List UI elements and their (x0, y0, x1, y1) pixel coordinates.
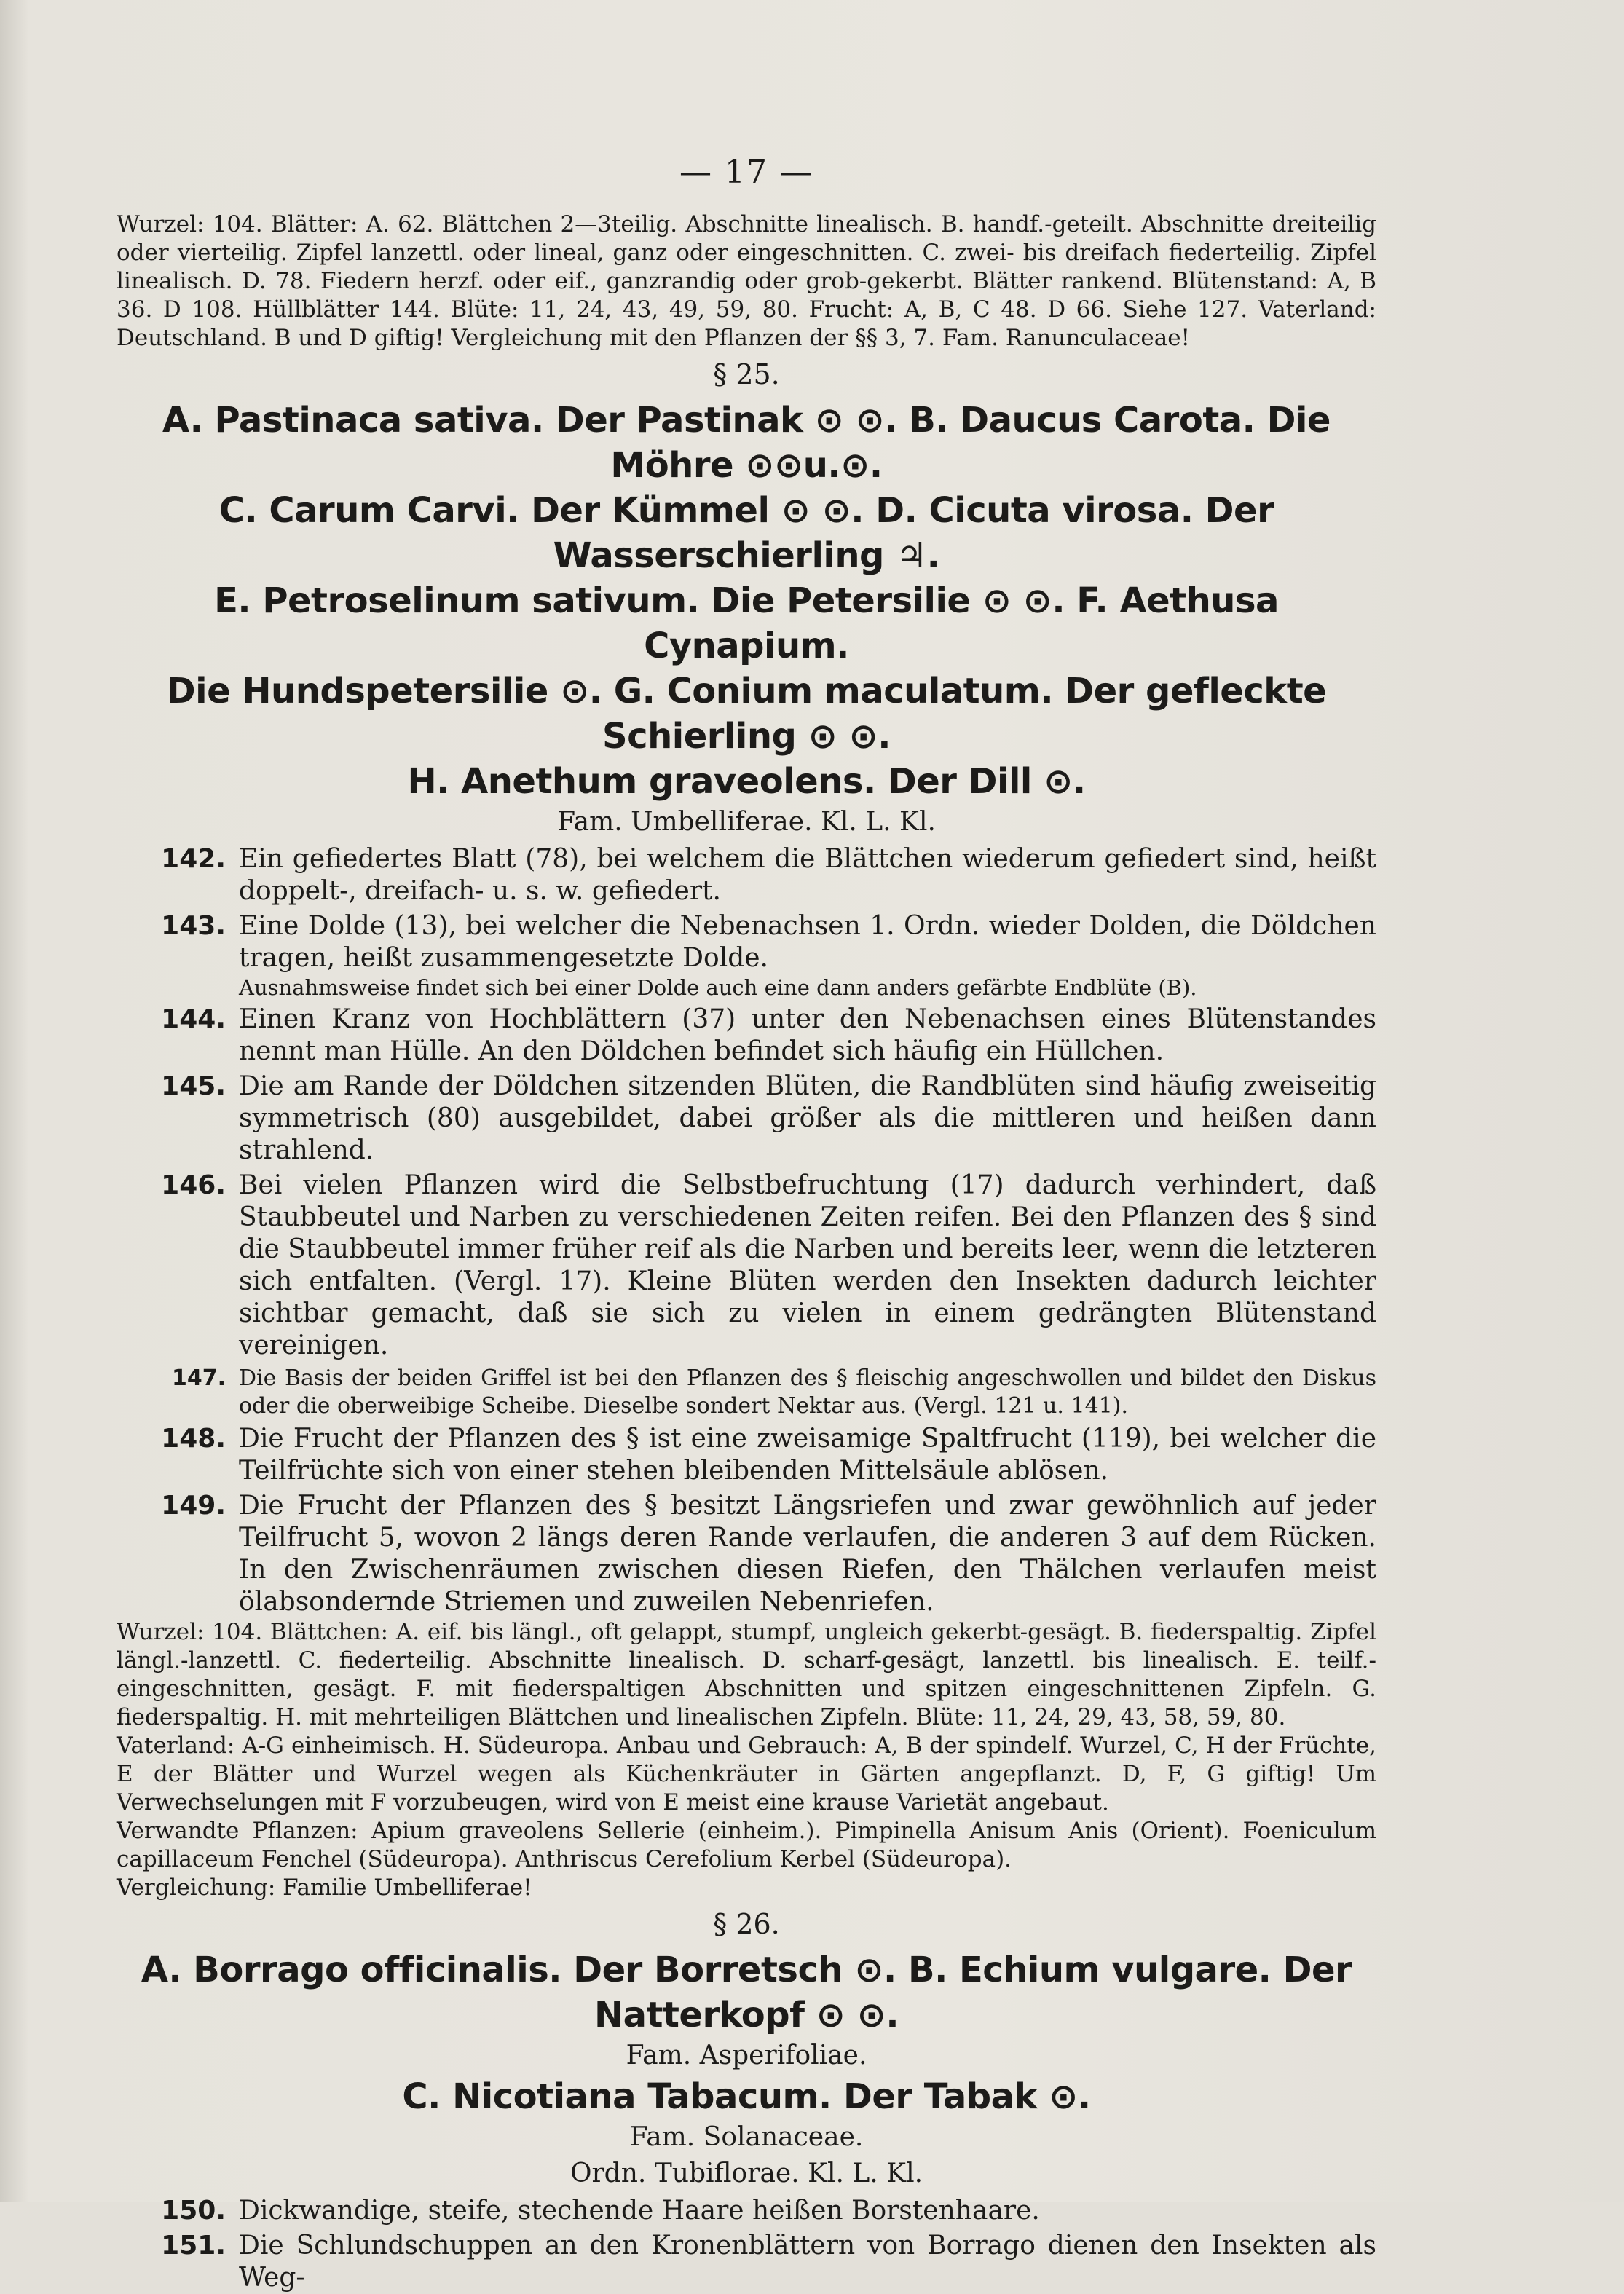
paragraph-143 (117, 910, 1376, 974)
origin-and-use: Vaterland: A-G einheimisch. H. Südeuropa. Anbau und Gebrauch: A, B der spindelf. Wurzel, C, H der Früchte, E der Blätter und Wurzel wegen als Küchenkräuter in Gärten angepflanzt. D, F, G giftig! Um Verwechselungen mit F vorzubeugen, wird von E meist eine krause Varietät angebaut. (117, 1733, 1376, 1816)
species-line-5: H. Anethum graveolens. Der Dill ⊙. (407, 761, 1086, 802)
section-heading-25: § 25. (713, 358, 780, 390)
species-line-nicotiana: C. Nicotiana Tabacum. Der Tabak ⊙. (402, 2076, 1091, 2117)
paragraph-number: 149. (161, 1491, 226, 1521)
paragraph-number: 145. (161, 1071, 226, 1101)
paragraph-number: 144. (161, 1004, 226, 1034)
order-line: Ordn. Tubiflorae. Kl. L. Kl. (569, 2159, 923, 2188)
page-number: — 17 — (679, 154, 813, 191)
paragraph-text: Bei vielen Pflanzen wird die Selbstbefruchtung (17) dadurch verhindert, daß Staubbeutel und Narben zu verschiedenen Zeiten reifen. Bei den Pflanzen des § sind die Staubbeutel immer früher reif als die Narben und bereits leer, wenn die letzteren sich entfalten. (Vergl. 17). Kleine Blüten werden den Insekten dadurch leichter sichtbar gemacht, daß sie sich zu vielen in einem gedrängten Blütenstand vereinigen. (239, 1170, 1376, 1360)
family-asperifoliae: Fam. Asperifoliae. (626, 2041, 867, 2070)
species-line-2: C. Carum Carvi. Der Kümmel ⊙ ⊙. D. Cicuta virosa. Der Wasserschierling ♃. (218, 490, 1274, 576)
paragraph-145 (117, 1071, 1376, 1167)
paragraph-142 (117, 843, 1376, 907)
paragraph-147 (117, 1365, 1376, 1420)
comparison-note: Vergleichung: Familie Umbelliferae! (117, 1875, 532, 1901)
paragraph-number: 142. (161, 844, 226, 874)
paragraph-144 (117, 1004, 1376, 1068)
paragraph-number: 143. (161, 911, 226, 941)
paragraph-text: Die Schlundschuppen an den Kronenblättern von Borrago dienen den Insekten als Weg- (239, 2231, 1376, 2293)
section-25-title (117, 398, 1376, 804)
paragraph-text: Einen Kranz von Hochblättern (37) unter den Nebenachsen eines Blütenstandes nennt man Hülle. An den Döldchen befindet sich häufig ein Hüllchen. (239, 1004, 1376, 1066)
species-line-4: Die Hundspetersilie ⊙. G. Conium maculatum. Der gefleckte Schierling ⊙ ⊙. (166, 671, 1327, 757)
related-plants: Verwandte Pflanzen: Apium graveolens Sellerie (einheim.). Pimpinella Anisum Anis (Orient). Foeniculum capillaceum Fenchel (Südeuropa). Anthriscus Cerefolium Kerbel (Südeuropa). (117, 1818, 1376, 1872)
paragraph-number: 150. (161, 2196, 226, 2226)
plant-details-paragraph: Wurzel: 104. Blätter: A. 62. Blättchen 2—3teilig. Abschnitte linealisch. B. handf.-geteilt. Abschnitte dreiteilig oder vierteilig. Zipfel lanzettl. oder lineal, ganz oder eingeschnitten. C. zwei- bis dreifach fiederteilig. Zipfel linealisch. D. 78. Fiedern herzf. oder eif., ganzrandig oder grob-gekerbt. Blätter rankend. Blütenstand: A, B 36. D 108. Hüllblätter 144. Blüte: 11, 24, 43, 49, 59, 80. Frucht: A, B, C 48. D 66. Siehe 127. Vaterland: Deutschland. B und D giftig! Vergleichung mit den Pflanzen der §§ 3, 7. Fam. Ranunculaceae! (117, 211, 1376, 351)
page-content (117, 154, 1376, 2294)
paragraph-148 (117, 1423, 1376, 1487)
paragraph-text: Eine Dolde (13), bei welcher die Nebenachsen 1. Ordn. wieder Dolden, die Döldchen tragen, heißt zusammengesetzte Dolde. (239, 911, 1376, 973)
family-solanaceae: Fam. Solanaceae. (629, 2122, 864, 2152)
species-line-1: A. Pastinaca sativa. Der Pastinak ⊙ ⊙. B. Daucus Carota. Die Möhre ⊙⊙u.⊙. (162, 400, 1331, 486)
family-line: Fam. Umbelliferae. Kl. L. Kl. (557, 807, 936, 837)
paragraph-number: 146. (161, 1170, 226, 1200)
paragraph-150 (117, 2195, 1376, 2227)
paragraph-text: Dickwandige, steife, stechende Haare heißen Borstenhaare. (239, 2196, 1040, 2226)
paragraph-number: 147. (171, 1365, 226, 1391)
species-line-borrago: A. Borrago officinalis. Der Borretsch ⊙. B. Echium vulgare. Der Natterkopf ⊙ ⊙. (141, 1950, 1352, 2035)
paragraph-text: Die am Rande der Döldchen sitzenden Blüten, die Randblüten sind häufig zweiseitig symmetrisch (80) ausgebildet, dabei größer als die mittleren und heißen dann strahlend. (239, 1071, 1376, 1165)
paragraph-text: Die Frucht der Pflanzen des § ist eine zweisamige Spaltfrucht (119), bei welcher die Teilfrüchte sich von einer stehen bleibenden Mittelsäule ablösen. (239, 1424, 1376, 1486)
paragraph-text: Die Basis der beiden Griffel ist bei den Pflanzen des § fleischig angeschwollen und bildet den Diskus oder die oberweibige Scheibe. Dieselbe sondert Nektar aus. (Vergl. 121 u. 141). (239, 1365, 1376, 1419)
paragraph-text: Ein gefiedertes Blatt (78), bei welchem die Blättchen wiederum gefiedert sind, heißt doppelt-, dreifach- u. s. w. gefiedert. (239, 844, 1376, 906)
paragraph-note: Ausnahmsweise findet sich bei einer Dolde auch eine dann anders gefärbte Endblüte (B). (239, 975, 1197, 1000)
section-heading-26: § 26. (713, 1908, 780, 1940)
paragraph-text: Die Frucht der Pflanzen des § besitzt Längsriefen und zwar gewöhnlich auf jeder Teilfrucht 5, wovon 2 längs deren Rande verlaufen, die anderen 3 auf dem Rücken. In den Zwischenräumen zwischen diesen Riefen, den Thälchen verlaufen meist ölabsondernde Striemen und zuweilen Nebenriefen. (239, 1491, 1376, 1617)
paragraph-149 (117, 1490, 1376, 1618)
paragraph-151 (117, 2230, 1376, 2294)
leaf-details: Wurzel: 104. Blättchen: A. eif. bis längl., oft gelappt, stumpf, ungleich gekerbt-gesägt. B. fiederspaltig. Zipfel längl.-lanzettl. C. fiederteilig. Abschnitte linealisch. D. scharf-gesägt, lanzettl. bis linealisch. E. teilf.-eingeschnitten, gesägt. F. mit fiederspaltigen Abschnitten und spitzen eingeschnittenen Zipfeln. G. fiederspaltig. H. mit mehrteiligen Blättchen und linealischen Zipfeln. Blüte: 11, 24, 29, 43, 58, 59, 80. (117, 1619, 1376, 1730)
paragraph-146 (117, 1170, 1376, 1362)
species-line-3: E. Petroselinum sativum. Die Petersilie ⊙ ⊙. F. Aethusa Cynapium. (214, 580, 1279, 666)
paragraph-number: 148. (161, 1424, 226, 1454)
paragraph-number: 151. (161, 2231, 226, 2261)
